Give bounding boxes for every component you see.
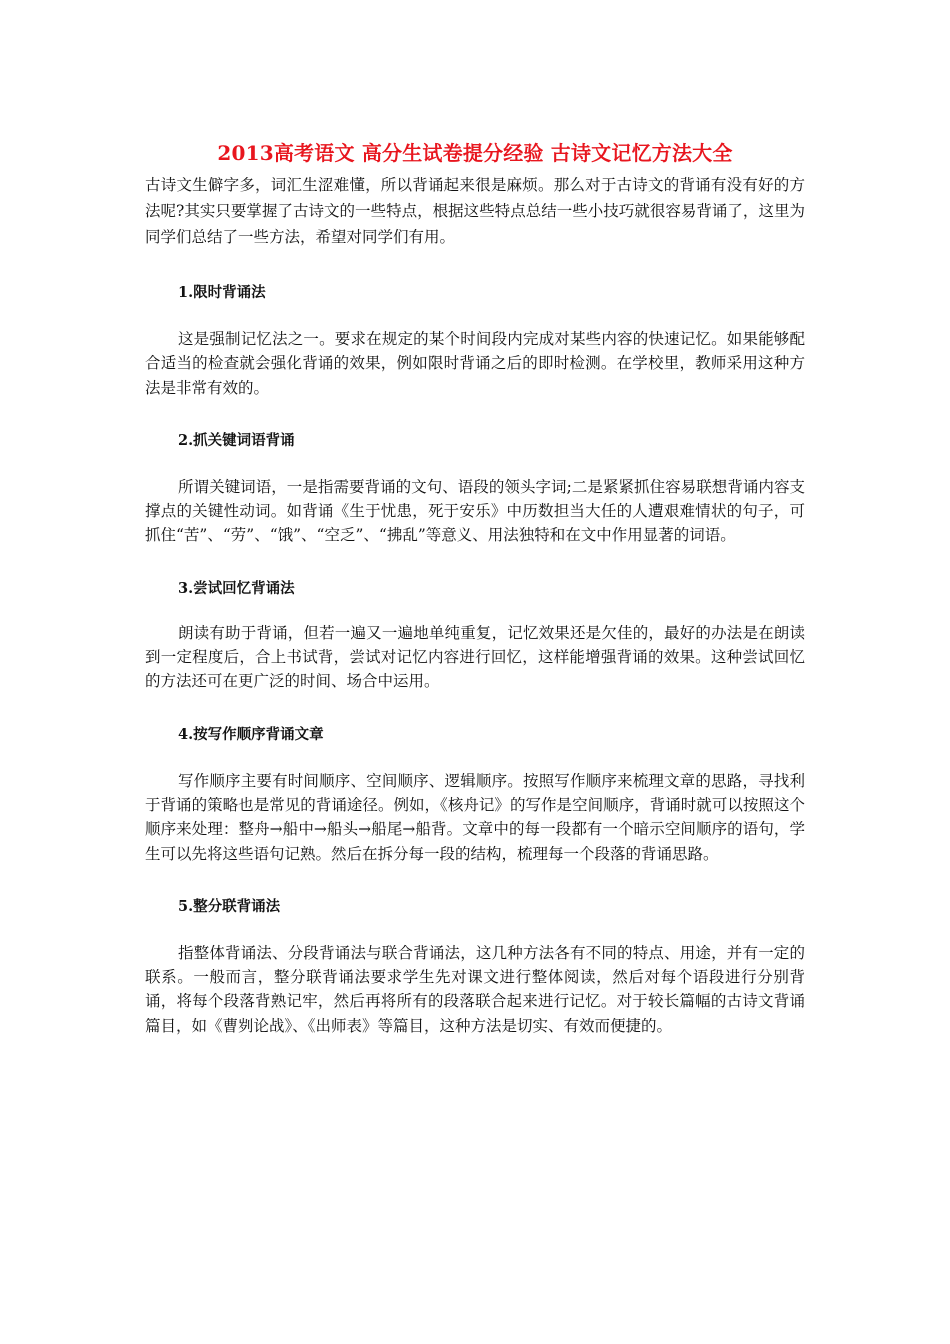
section-paragraph: 指整体背诵法、分段背诵法与联合背诵法，这几种方法各有不同的特点、用途，并有一定的联系。一般而言，整分联背诵法要求学生先对课文进行整体阅读，然后对每个语段进行分别背诵，将每个段落背熟记牢，然后再将所有的段落联合起来进行记忆。对于较长篇幅的古诗文背诵篇目，如《曹刿论战》、《出师表》等篇目，这种方法是切实、有效而便捷的。 [145, 943, 805, 1035]
section-paragraph: 所谓关键词语，一是指需要背诵的文句、语段的领头字词;二是紧紧抓住容易联想背诵内容支撑点的关键性动词。如背诵《生于忧患，死于安乐》中历数担当大任的人遭艰难情状的句子，可抓住“苦”、“劳”、“饿”、“空乏”、“拂乱”等意义、用法独特和在文中作用显著的词语。 [145, 477, 805, 545]
section-heading: 4.按写作顺序背诵文章 [178, 725, 324, 743]
document-title: 2013高考语文 高分生试卷提分经验 古诗文记忆方法大全 [217, 141, 733, 166]
document-content [145, 172, 805, 1038]
section-heading: 2.抓关键词语背诵 [178, 431, 295, 449]
section-heading: 3.尝试回忆背诵法 [178, 579, 295, 597]
section-paragraph: 写作顺序主要有时间顺序、空间顺序、逻辑顺序。按照写作顺序来梳理文章的思路，寻找利于背诵的策略也是常见的背诵途径。例如，《核舟记》的写作是空间顺序，背诵时就可以按照这个顺序来处理：整舟→船中→船头→船尾→船背。文章中的每一段都有一个暗示空间顺序的语句，学生可以先将这些语句记熟。然后在拆分每一段的结构，梳理每一个段落的背诵思路。 [145, 771, 805, 863]
section-paragraph: 这是强制记忆法之一。要求在规定的某个时间段内完成对某些内容的快速记忆。如果能够配合适当的检查就会强化背诵的效果，例如限时背诵之后的即时检测。在学校里，教师采用这种方法是非常有效的。 [145, 330, 805, 397]
section-paragraph: 朗读有助于背诵，但若一遍又一遍地单纯重复，记忆效果还是欠佳的，最好的办法是在朗读到一定程度后，合上书试背，尝试对记忆内容进行回忆，这样能增强背诵的效果。这种尝试回忆的方法还可在更广泛的时间、场合中运用。 [145, 623, 805, 691]
intro-paragraph: 古诗文生僻字多，词汇生涩难懂，所以背诵起来很是麻烦。那么对于古诗文的背诵有没有好的方法呢?其实只要掌握了古诗文的一些特点，根据这些特点总结一些小技巧就很容易背诵了，这里为同学们总结了一些方法，希望对同学们有用。 [145, 176, 805, 246]
section-heading: 1.限时背诵法 [178, 284, 266, 301]
section-heading: 5.整分联背诵法 [178, 897, 281, 915]
